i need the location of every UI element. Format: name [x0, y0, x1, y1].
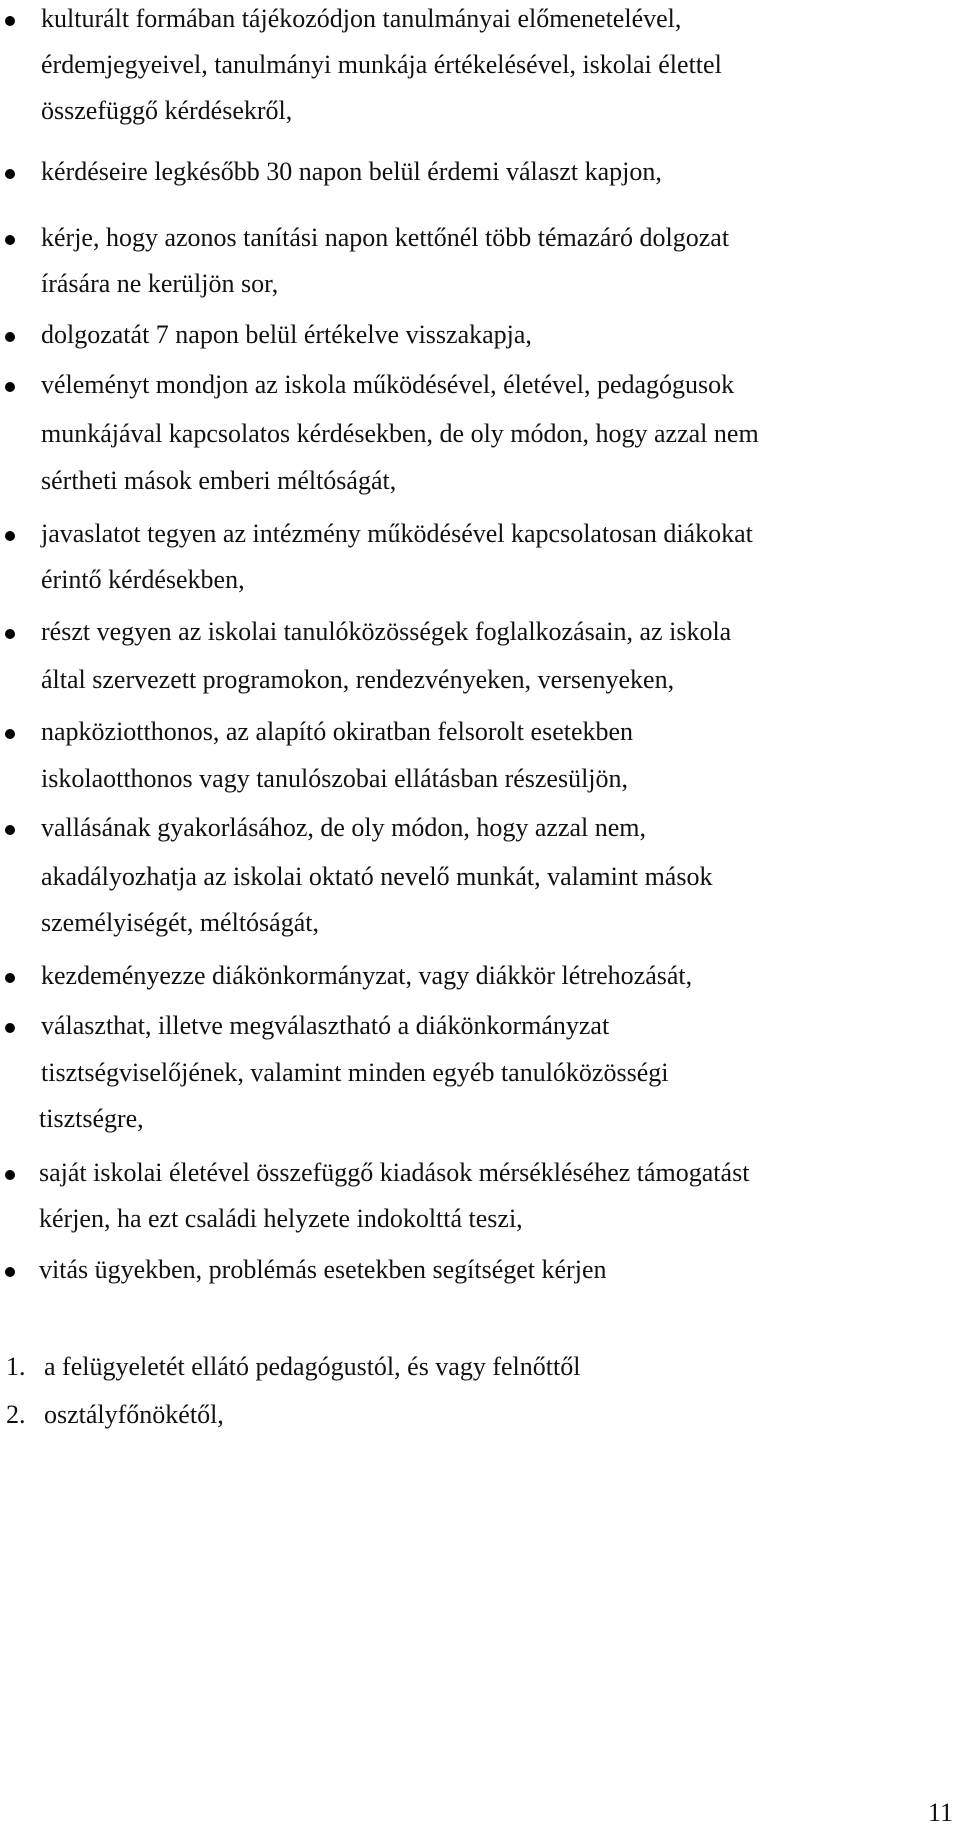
list-item-line: dolgozatát 7 napon belül értékelve visszakapja,: [41, 320, 532, 349]
bullet-icon: [5, 382, 15, 392]
list-item-line: kezdeményezze diákönkormányzat, vagy diákkör létrehozását,: [41, 961, 693, 990]
list-item-line: tisztségre,: [39, 1104, 144, 1133]
list-item-line: érintő kérdésekben,: [41, 565, 245, 594]
page-number: 11: [927, 1798, 953, 1827]
list-item-line: sértheti mások emberi méltóságát,: [41, 466, 397, 495]
bullet-icon: [5, 1023, 15, 1033]
list-item-line: kérdéseire legkésőbb 30 napon belül érdemi választ kapjon,: [41, 157, 662, 186]
bullet-icon: [5, 531, 15, 541]
bullet-icon: [5, 1267, 15, 1277]
list-item-line: napköziotthonos, az alapító okiratban felsorolt esetekben: [41, 717, 634, 746]
list-item-line: vallásának gyakorlásához, de oly módon, hogy azzal nem,: [41, 813, 647, 842]
list-number: 1.: [6, 1352, 26, 1381]
list-item-line: javaslatot tegyen az intézmény működésével kapcsolatosan diákokat: [41, 519, 753, 548]
bullet-icon: [5, 825, 15, 835]
list-item-line: választhat, illetve megválasztható a diákönkormányzat: [41, 1011, 610, 1040]
bullet-icon: [5, 235, 15, 245]
list-item-line: írására ne kerüljön sor,: [41, 269, 279, 298]
list-item-line: véleményt mondjon az iskola működésével, életével, pedagógusok: [41, 370, 735, 399]
list-item-line: által szervezett programokon, rendezvényeken, versenyeken,: [41, 665, 675, 694]
list-item-line: kérjen, ha ezt családi helyzete indokolttá teszi,: [39, 1204, 523, 1233]
list-item-line: részt vegyen az iskolai tanulóközösségek foglalkozásain, az iskola: [41, 617, 732, 646]
list-item-line: a felügyeletét ellátó pedagógustól, és vagy felnőttől: [44, 1352, 581, 1381]
list-item-line: személyiségét, méltóságát,: [41, 908, 319, 937]
bullet-icon: [5, 973, 15, 983]
bullet-icon: [5, 332, 15, 342]
list-item-line: munkájával kapcsolatos kérdésekben, de oly módon, hogy azzal nem: [41, 419, 759, 448]
bullet-icon: [5, 629, 15, 639]
list-item-line: iskolaotthonos vagy tanulószobai ellátásban részesüljön,: [41, 764, 629, 793]
bullet-icon: [5, 1170, 15, 1180]
list-item-line: saját iskolai életével összefüggő kiadások mérsékléséhez támogatást: [39, 1158, 750, 1187]
list-item-line: akadályozhatja az iskolai oktató nevelő munkát, valamint mások: [41, 862, 713, 891]
list-item-line: osztályfőnökétől,: [44, 1400, 224, 1429]
bullet-icon: [5, 169, 15, 179]
list-item-line: tisztségviselőjének, valamint minden egyéb tanulóközösségi: [41, 1058, 669, 1087]
list-item-line: összefüggő kérdésekről,: [41, 96, 293, 125]
list-item-line: kulturált formában tájékozódjon tanulmányai előmenetelével,: [41, 4, 682, 33]
bullet-icon: [5, 729, 15, 739]
list-item-line: vitás ügyekben, problémás esetekben segítséget kérjen: [39, 1255, 607, 1284]
bullet-icon: [5, 16, 15, 26]
list-item-line: érdemjegyeivel, tanulmányi munkája értékelésével, iskolai élettel: [41, 50, 722, 79]
list-number: 2.: [6, 1400, 26, 1429]
list-item-line: kérje, hogy azonos tanítási napon kettőnél több témazáró dolgozat: [41, 223, 730, 252]
